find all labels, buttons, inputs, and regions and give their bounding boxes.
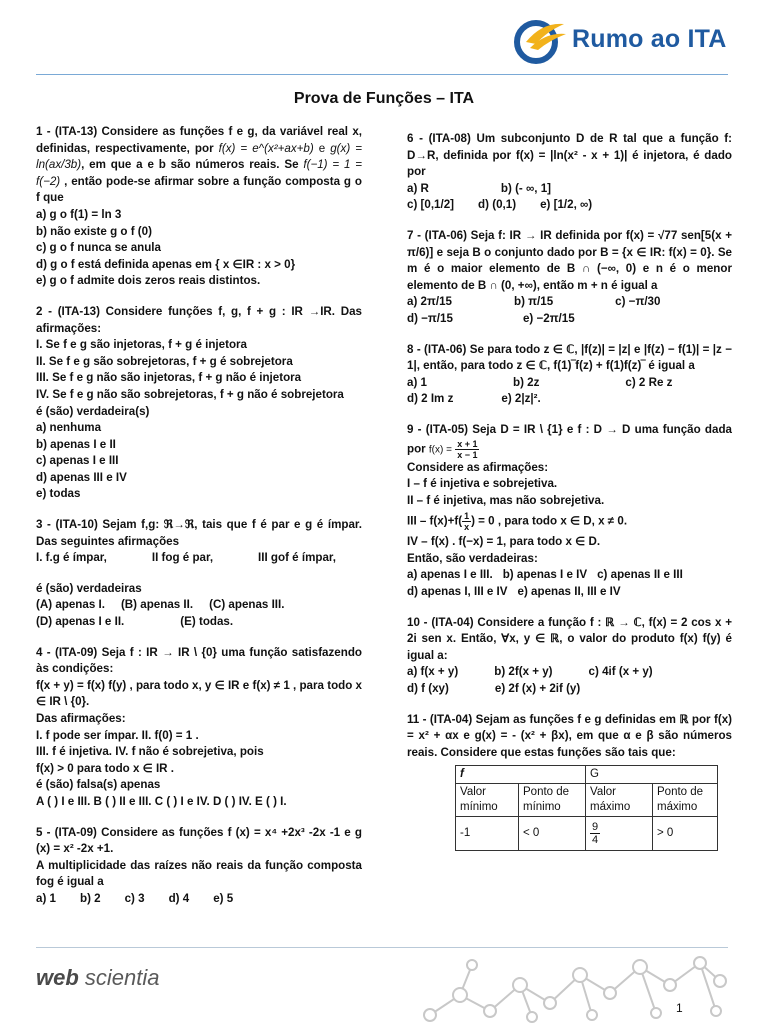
q11-v3-den: 4 (592, 834, 599, 847)
q2-item-5: é (são) verdadeira(s) (36, 404, 150, 418)
footer-brand-rest: scientia (78, 965, 160, 990)
q9-line-2: I – f é injetiva e sobrejetiva. (407, 477, 558, 491)
q5-opts (36, 891, 362, 908)
question-1 (36, 124, 362, 290)
q9-opt-d: d) apenas I, III e IV (407, 585, 508, 599)
q9-line-3: II – f é injetiva, mas não sobrejetiva. (407, 493, 605, 507)
q5-opt-e: e) 5 (213, 891, 234, 905)
q4-opts: A ( ) I e III. B ( ) II e III. C ( ) I e IV. D ( ) IV. E ( ) I. (36, 794, 287, 808)
right-column (407, 131, 732, 851)
q9-opts-row2 (407, 584, 732, 601)
q11-v3-fraction (590, 821, 600, 846)
q1-opt-b: b) não existe g o f (0) (36, 224, 152, 238)
q5-head: 5 - (ITA-09) Considere as funções f (x) = x⁴ +2x³ -2x -1 e g (x) = x² -2x +1. (36, 825, 362, 856)
q6-opt-e: e) [1/2, ∞) (540, 198, 593, 212)
q7-opts-row1 (407, 294, 732, 311)
q7-head: 7 - (ITA-06) Seja f: IR → IR definida por f(x) = √77 sen[5(x + π/6)] e seja B o conjunto dado por B = {x ∈ IR: f(x) = 0}. Se m é o maior elemento de B ∩ (−∞, 0) e n é o menor elemento de B ∩ (0, +∞), então m + n é igual a (407, 228, 732, 292)
q9-iii-num: 1 (464, 511, 470, 522)
q11-table (455, 765, 718, 851)
question-4 (36, 645, 362, 811)
q1-opt-a: a) g o f(1) = ln 3 (36, 207, 122, 221)
q9-fx: f(x) = (428, 444, 452, 456)
q1-head: 1 - (ITA-13) Considere as funções f e g, da variável real x, definidas, respectivamente, por (36, 125, 362, 155)
q10-opt-a: a) f(x + y) (407, 665, 459, 679)
q4-conditions: f(x + y) = f(x) f(y) , para todo x, y ∈ IR e f(x) ≠ 1 , para todo x ∈ IR \ {0}. (36, 678, 362, 709)
question-2 (36, 304, 362, 503)
q11-c4: Ponto de máximo (653, 784, 718, 817)
q10-opt-c: c) 4if (x + y) (588, 665, 653, 679)
q1-rest2: , então pode-se afirmar sobre a função composta g o f que (36, 174, 362, 205)
q11-v3-num: 9 (592, 821, 599, 834)
q8-opt-c: c) 2 Re z (625, 375, 673, 389)
q8-opt-b: b) 2z (512, 375, 540, 389)
q1-opt-c: c) g o f nunca se anula (36, 241, 161, 255)
question-10 (407, 615, 732, 698)
q1-f-expr: f(x) = e^(x²+ax+b) (218, 141, 314, 155)
q1-rest: , em que a e b são números reais. Se (81, 158, 304, 172)
q2-item-4: IV. Se f e g não são sobrejetoras, f + g não é sobrejetora (36, 387, 344, 401)
q3-opt-d: (D) apenas I e II. (36, 615, 125, 629)
q2-head: 2 - (ITA-13) Considere funções f, g, f + g : IR →IR. Das afirmações: (36, 304, 362, 335)
q5-opt-c: c) 3 (124, 891, 145, 905)
q9-opts-row1 (407, 567, 732, 584)
left-column (36, 124, 362, 922)
q1-opt-e: e) g o f admite dois zeros reais distintos. (36, 274, 261, 288)
q9-opt-b: b) apenas I e IV (502, 568, 588, 582)
q2-opt-a: a) nenhuma (36, 421, 102, 435)
q9-iii-a: III – f(x)+f( (407, 514, 463, 528)
q11-v4: > 0 (653, 817, 718, 851)
q3-head: 3 - (ITA-10) Sejam f,g: ℜ→ℜ, tais que f é par e g é ímpar. Das seguintes afirmações (36, 518, 362, 548)
q7-opt-b: b) π/15 (513, 295, 554, 309)
question-9 (407, 422, 732, 601)
q9-iii-b: ) = 0 , para todo x ∈ D, x ≠ 0. (471, 514, 628, 528)
brand-emblem-icon (512, 18, 566, 64)
q4-line-5: é (são) falsa(s) apenas (36, 778, 161, 792)
q4-line-2: I. f pode ser ímpar. II. f(0) = 1 . (36, 728, 199, 742)
q3-aff-3: III gof é ímpar, (258, 551, 336, 565)
q6-opts-row1 (407, 181, 732, 198)
q3-opt-c: (C) apenas III. (209, 598, 285, 612)
page-number: 1 (676, 1001, 683, 1015)
q6-opt-d: d) (0,1) (478, 198, 517, 212)
footer-brand-bold: web (36, 965, 79, 990)
q2-item-1: I. Se f e g são injetoras, f + g é injetora (36, 338, 248, 352)
q9-den: x − 1 (457, 449, 478, 460)
q3-opts-row2 (36, 614, 362, 631)
q5-body: A multiplicidade das raízes não reais da função composta fog é igual a (36, 858, 362, 889)
q7-opt-e: e) −2π/15 (522, 311, 575, 325)
q10-opt-d: d) f (xy) (407, 682, 449, 696)
q9-head-line (407, 422, 732, 460)
q10-opt-b: b) 2f(x + y) (494, 665, 553, 679)
q3-opts-row1 (36, 597, 362, 614)
question-6 (407, 131, 732, 214)
footer-rule (36, 947, 728, 948)
header-rule (36, 74, 728, 75)
q9-line-5: Então, são verdadeiras: (407, 551, 538, 565)
q4-head: 4 - (ITA-09) Seja f : IR → IR \ {0} uma função satisfazendo às condições: (36, 645, 362, 676)
q3-opt-e: (E) todas. (180, 615, 234, 629)
q9-opt-c: c) apenas II e III (597, 568, 683, 582)
brand-name: Rumo ao ITA (572, 25, 727, 53)
q4-line-1: Das afirmações: (36, 712, 126, 725)
footer-brand (36, 965, 160, 990)
q3-opt-a: (A) apenas I. (36, 598, 105, 612)
q8-head: 8 - (ITA-06) Se para todo z ∈ ℂ, |f(z)| = |z| e |f(z) − f(1)| = |z − 1|, então, para todo z ∈ ℂ, f(1)‾f(z) + f(1)f(z)‾ é igual a (407, 342, 732, 373)
q9-head: 9 - (ITA-05) Seja D = IR \ {1} e f : D → D uma função dada por (407, 422, 732, 456)
q5-opt-a: a) 1 (36, 891, 56, 905)
q6-opt-c: c) [0,1/2] (407, 198, 455, 212)
q7-opt-a: a) 2π/15 (407, 295, 452, 309)
q9-iii-den: x (464, 522, 470, 533)
brand-logo (512, 18, 732, 64)
q4-line-4: f(x) > 0 para todo x ∈ IR . (36, 761, 174, 775)
q1-and: e (313, 141, 331, 155)
q10-opts-row1 (407, 664, 732, 681)
q2-item-3: III. Se f e g não são injetoras, f + g não é injetora (36, 371, 302, 385)
q5-opt-b: b) 2 (79, 891, 101, 905)
q8-opts-row1 (407, 375, 732, 392)
q11-c3: Valor máximo (586, 784, 653, 817)
q11-v1: -1 (456, 817, 519, 851)
q8-opts-row2 (407, 391, 732, 408)
q2-opt-c: c) apenas I e III (36, 454, 119, 468)
q11-v3 (586, 817, 653, 851)
q7-opt-c: c) −π/30 (615, 295, 661, 309)
q7-opt-d: d) −π/15 (407, 311, 453, 325)
q3-tail: é (são) verdadeiras (36, 581, 142, 595)
question-7 (407, 228, 732, 328)
q9-num: x + 1 (457, 438, 478, 449)
q8-opt-e: e) 2|z|². (501, 392, 541, 406)
q1-opt-d: d) g o f está definida apenas em { x ∈IR : x > 0} (36, 257, 296, 271)
q2-opt-d: d) apenas III e IV (36, 470, 127, 484)
q11-head: 11 - (ITA-04) Sejam as funções f e g definidas em ℝ por f(x) = x² + αx e g(x) = - (x² + βx), em que α e β são números reais. Considere que estas funções são tais que: (407, 712, 732, 759)
q8-opt-d: d) 2 Im z (407, 392, 454, 406)
q9-opt-a: a) apenas I e III. (407, 568, 493, 582)
q3-aff-2: II fog é par, (151, 551, 214, 565)
q11-h-f: f (456, 766, 586, 784)
q8-opt-a: a) 1 (407, 375, 427, 389)
question-3 (36, 517, 362, 631)
question-11 (407, 712, 732, 852)
q3-aff-1: I. f.g é ímpar, (36, 551, 107, 565)
question-8 (407, 342, 732, 408)
q3-affirmations (36, 550, 362, 567)
q9-iii-fraction (462, 511, 471, 532)
q10-opt-e: e) 2f (x) + 2if (y) (494, 682, 581, 696)
q6-head: 6 - (ITA-08) Um subconjunto D de R tal que a função f: D→R, definida por f(x) = |ln(x² - x + 1)| é injetora, é dado por (407, 132, 732, 179)
q5-opt-d: d) 4 (168, 891, 190, 905)
q7-opts-row2 (407, 311, 732, 328)
q1-cond: f(−1) = 1 = f(−2) (36, 158, 362, 188)
q10-head: 10 - (ITA-04) Considere a função f : ℝ → ℂ, f(x) = 2 cos x + 2i sen x. Então, ∀x, y ∈ ℝ, o valor do produto f(x) f(y) é igual a: (407, 615, 732, 662)
q9-line-4: IV – f(x) . f(−x) = 1, para todo x ∈ D. (407, 535, 601, 549)
q4-line-3: III. f é injetiva. IV. f não é sobrejetiva, pois (36, 745, 264, 759)
q1-g-expr: g(x) = ln(ax/3b) (36, 141, 362, 172)
q3-opt-b: (B) apenas II. (120, 598, 194, 612)
q9-line-1: Considere as afirmações: (407, 460, 549, 474)
q9-line-iii (407, 511, 732, 532)
question-5 (36, 825, 362, 908)
q11-c1: Valor mínimo (456, 784, 519, 817)
q11-v2: < 0 (519, 817, 586, 851)
q11-c2: Ponto de mínimo (519, 784, 586, 817)
molecule-decoration-icon (420, 955, 730, 1025)
q6-opt-a: a) R (407, 181, 429, 195)
q2-item-2: II. Se f e g são sobrejetoras, f + g é sobrejetora (36, 354, 293, 368)
q6-opts-row2 (407, 197, 732, 214)
q6-opt-b: b) (- ∞, 1] (500, 181, 552, 195)
page-title: Prova de Funções – ITA (293, 90, 475, 107)
q11-h-g: G (586, 766, 718, 784)
q2-opt-b: b) apenas I e II (36, 437, 116, 451)
q2-opt-e: e) todas (36, 487, 81, 501)
q9-opt-e: e) apenas II, III e IV (517, 585, 621, 599)
q10-opts-row2 (407, 681, 732, 698)
q9-fraction (455, 439, 479, 460)
